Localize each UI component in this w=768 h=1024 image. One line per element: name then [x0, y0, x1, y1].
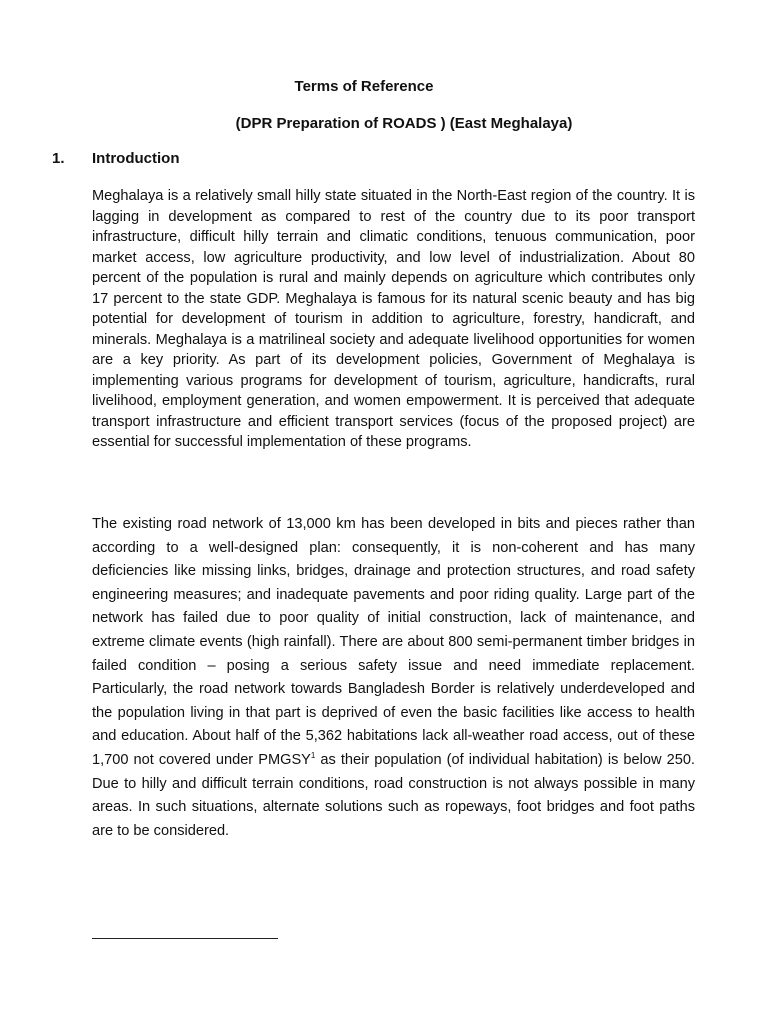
paragraph-2-text-b: as their population (of individual habitation) is below 250. Due to hilly and difficult terrain conditions, road construction is not always possible in many areas. In such situations, alternate solutions such as ropeways, foot bridges and foot paths are to be considered. — [92, 751, 695, 839]
paragraph-2-text-a: The existing road network of 13,000 km has been developed in bits and pieces rather than according to a well-designed plan: consequently, it is non-coherent and has many deficiencies like missing links, bridges, drainage and protection structures, and road safety engineering measures; and inadequate pavements and poor riding quality. Large part of the network has failed due to poor quality of initial construction, lack of maintenance, and extreme climate events (high rainfall). There are about 800 semi-permanent timber bridges in failed condition – posing a serious safety issue and need immediate replacement. Particularly, the road network towards Bangladesh Border is relatively underdeveloped and the population living in that part is deprived of even the basic facilities like access to health and education. About half of the 5,362 habitations lack all-weather road access, out of these 1,700 not covered under PMGSY — [92, 516, 695, 768]
section-number: 1. — [52, 150, 65, 167]
document-title: Terms of Reference — [294, 78, 434, 95]
intro-paragraph-2 — [92, 513, 695, 843]
footnote-separator — [92, 938, 278, 939]
document-subtitle: (DPR Preparation of ROADS ) (East Meghalaya) — [235, 115, 573, 132]
section-heading-text: Introduction — [92, 150, 180, 167]
footnote-marker: 1 — [310, 751, 316, 761]
intro-paragraph-1: Meghalaya is a relatively small hilly state situated in the North-East region of the country. It is lagging in development as compared to rest of the country due to its poor transport infrastructure, difficult hilly terrain and climatic conditions, tenuous communication, poor market access, low agriculture productivity, and low level of industrialization. About 80 percent of the population is rural and mainly depends on agriculture which contributes only 17 percent to the state GDP. Meghalaya is famous for its natural scenic beauty and has big potential for development of tourism in addition to agriculture, forestry, handicraft, and minerals. Meghalaya is a matrilineal society and adequate livelihood opportunities for women are a key priority. As part of its development policies, Government of Meghalaya is implementing various programs for development of tourism, agriculture, handicrafts, rural livelihood, employment generation, and women empowerment. It is perceived that adequate transport infrastructure and efficient transport services (focus of the proposed project) are essential for successful implementation of these programs. — [92, 188, 695, 450]
section-heading — [52, 150, 179, 167]
